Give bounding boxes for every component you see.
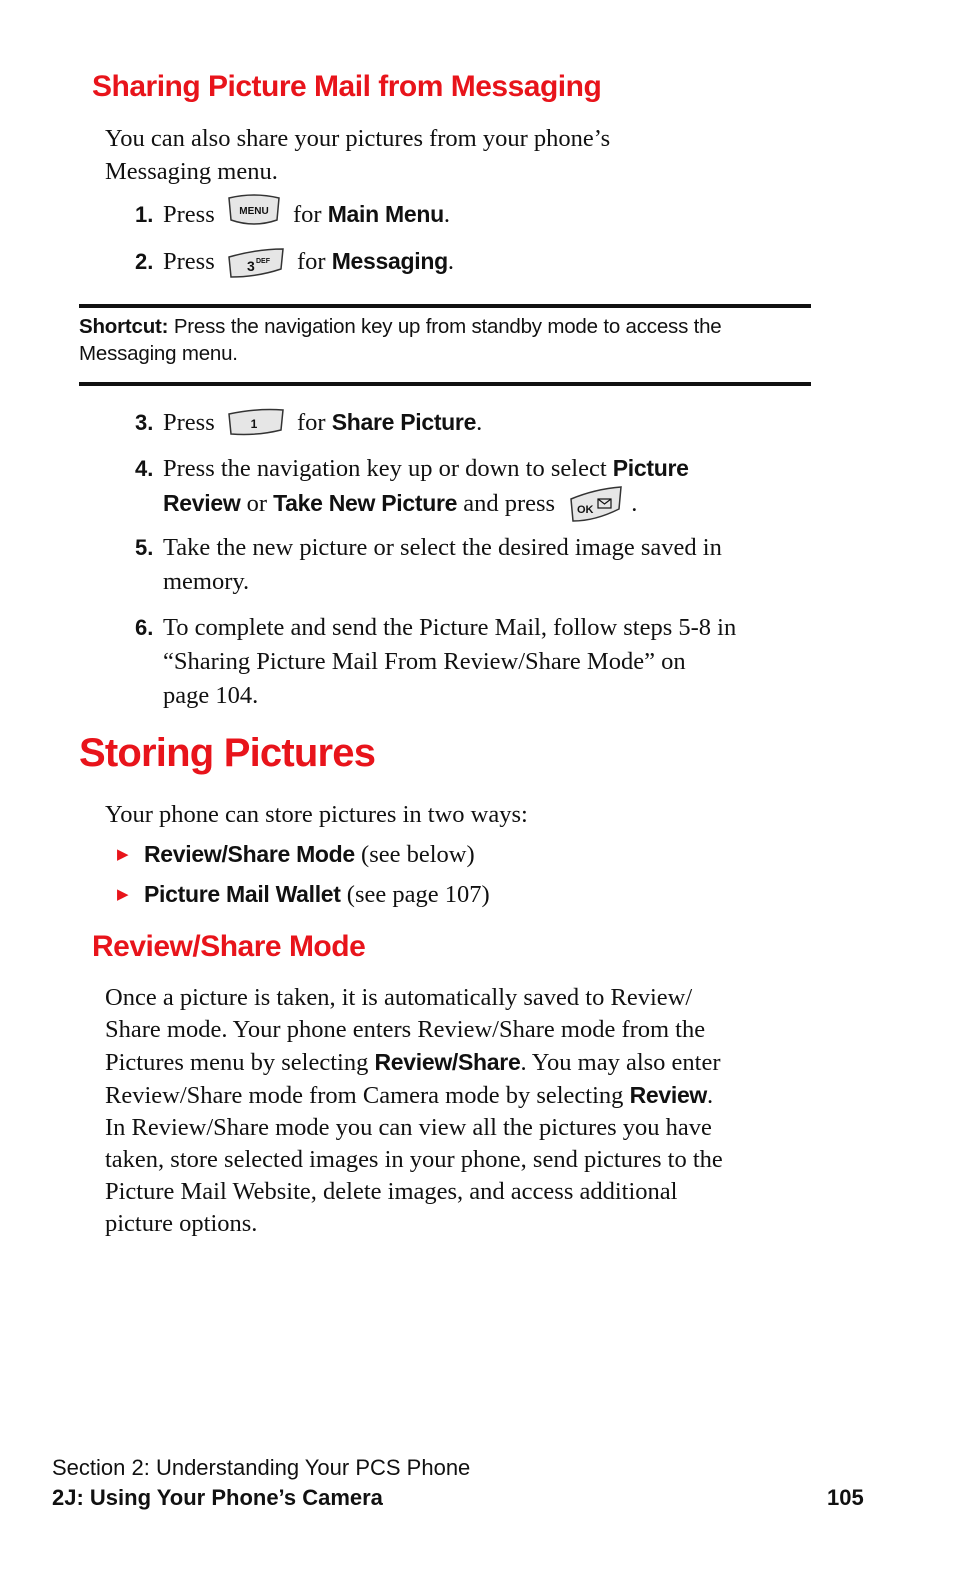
- footer-section: Section 2: Understanding Your PCS Phone: [52, 1455, 471, 1480]
- step-3: 3. Press 1 for Share Picture.: [135, 405, 482, 440]
- subsection-heading: Review/Share Mode: [92, 930, 366, 963]
- page-number: 105: [827, 1485, 864, 1510]
- step-6: 6. To complete and send the Picture Mail, follow steps 5-8 in “Sharing Picture Mail From Review/Share Mode” on page 104.: [135, 614, 737, 709]
- arrow-bullet-icon: ▶: [117, 846, 129, 863]
- divider-bottom: [79, 382, 811, 386]
- svg-text:DEF: DEF: [255, 258, 270, 266]
- arrow-bullet-icon: ▶: [117, 886, 129, 903]
- svg-text:MENU: MENU: [239, 206, 269, 218]
- storage-intro: Your phone can store pictures in two ways:: [105, 801, 528, 828]
- intro-paragraph: You can also share your pictures from your phone’s Messaging menu.: [105, 125, 611, 185]
- list-item: ▶ Picture Mail Wallet (see page 107): [117, 878, 490, 913]
- page-title: Storing Pictures: [79, 731, 376, 775]
- list-item: ▶ Review/Share Mode (see below): [117, 838, 475, 873]
- three-def-key-icon: [227, 249, 285, 277]
- step-4: 4. Press the navigation key up or down to select Picture Review or Take New Picture and press OK .: [135, 451, 825, 521]
- review-share-paragraph: Once a picture is taken, it is automatically saved to Review/ Share mode. Your phone enters Review/Share mode from the Pictures menu by selecting Review/Share. You may also enter Review/Share mode from Camera mode by selecting Review. In Review/Share mode you can view all the pictures you have taken, store selected images in your phone, send pictures to the Picture Mail Website, delete images, and access additional picture options.: [105, 984, 723, 1237]
- section-heading: Sharing Picture Mail from Messaging: [92, 70, 602, 103]
- step-1: 1. Press MENU for Main Menu.: [135, 197, 450, 232]
- svg-text:3: 3: [246, 258, 255, 275]
- step-5: 5. Take the new picture or select the desired image saved in memory.: [135, 534, 722, 595]
- shortcut-note: Shortcut: Press the navigation key up from standby mode to access the Messaging menu.: [79, 315, 722, 365]
- menu-key-icon: [227, 202, 281, 230]
- svg-text:1: 1: [250, 417, 258, 432]
- footer-chapter: 2J: Using Your Phone’s Camera: [52, 1485, 383, 1510]
- svg-text:OK: OK: [577, 504, 594, 517]
- ok-key-icon: [567, 491, 625, 519]
- one-key-icon: [227, 410, 285, 438]
- divider-top: [79, 304, 811, 308]
- step-2: 2. Press 3 DEF for Messaging.: [135, 244, 454, 279]
